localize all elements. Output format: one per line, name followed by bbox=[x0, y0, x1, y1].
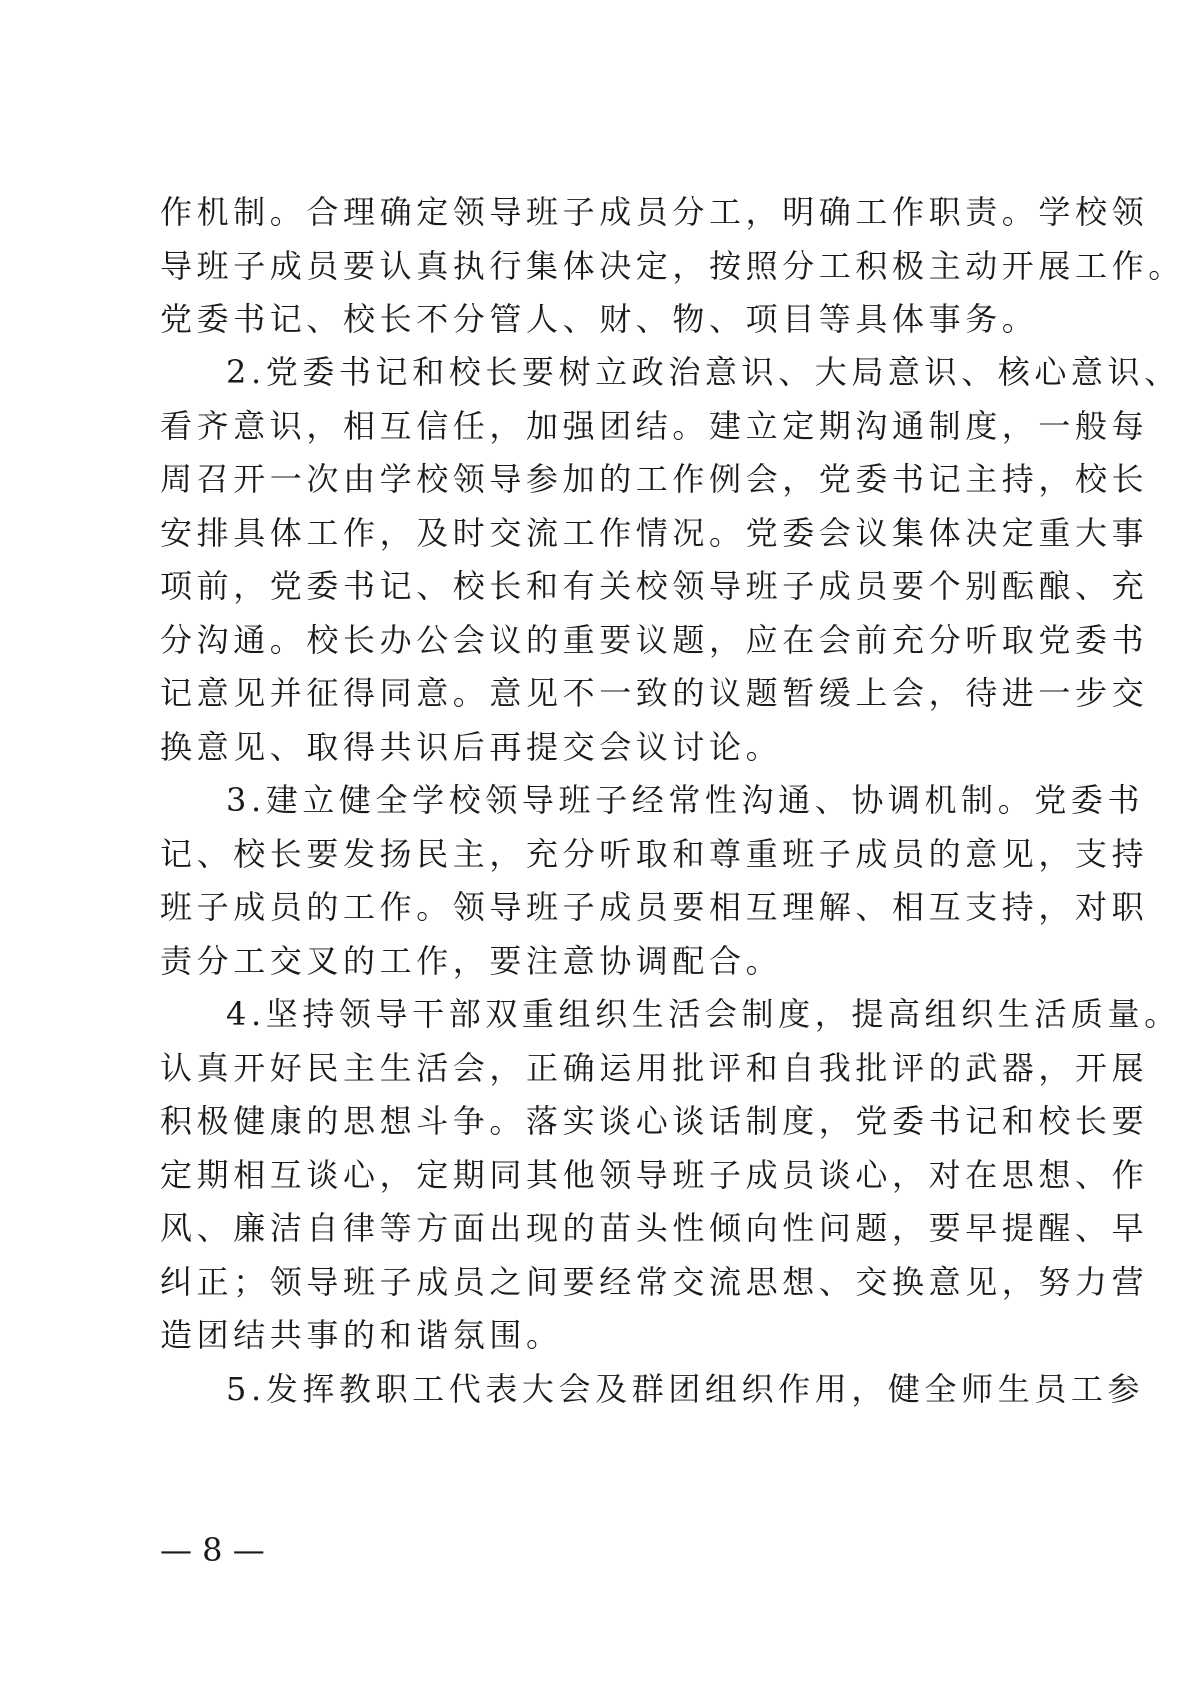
text-line: 导班子成员要认真执行集体决定，按照分工积极主动开展工作。 bbox=[160, 247, 1185, 285]
paragraph-2-start: 2.党委书记和校长要树立政治意识、大局意识、核心意识、 bbox=[226, 353, 1181, 391]
paragraph-3-start: 3.建立健全学校领导班子经常性沟通、协调机制。党委书 bbox=[226, 781, 1145, 819]
text-line: 安排具体工作，及时交流工作情况。党委会议集体决定重大事 bbox=[160, 514, 1149, 552]
text-line: 班子成员的工作。领导班子成员要相互理解、相互支持，对职 bbox=[160, 888, 1149, 926]
text-line: 纠正；领导班子成员之间要经常交流思想、交换意见，努力营 bbox=[160, 1263, 1149, 1301]
text-line: 看齐意识，相互信任，加强团结。建立定期沟通制度，一般每 bbox=[160, 407, 1149, 445]
text-line: 记、校长要发扬民主，充分听取和尊重班子成员的意见，支持 bbox=[160, 835, 1149, 873]
text-line: 周召开一次由学校领导参加的工作例会，党委书记主持，校长 bbox=[160, 460, 1149, 498]
text-line: 项前，党委书记、校长和有关校领导班子成员要个别酝酿、充 bbox=[160, 567, 1149, 605]
text-line: 定期相互谈心，定期同其他领导班子成员谈心，对在思想、作 bbox=[160, 1156, 1149, 1194]
text-line: 作机制。合理确定领导班子成员分工，明确工作职责。学校领 bbox=[160, 193, 1149, 231]
text-line: 风、廉洁自律等方面出现的苗头性倾向性问题，要早提醒、早 bbox=[160, 1209, 1149, 1247]
text-line: 认真开好民主生活会，正确运用批评和自我批评的武器，开展 bbox=[160, 1049, 1149, 1087]
text-line: 换意见、取得共识后再提交会议讨论。 bbox=[160, 728, 783, 766]
page-number: — 8 — bbox=[160, 1531, 265, 1569]
text-line: 造团结共事的和谐氛围。 bbox=[160, 1316, 563, 1354]
text-line: 记意见并征得同意。意见不一致的议题暂缓上会，待进一步交 bbox=[160, 674, 1149, 712]
paragraph-5-start: 5.发挥教职工代表大会及群团组织作用，健全师生员工参 bbox=[226, 1370, 1145, 1408]
paragraph-4-start: 4.坚持领导干部双重组织生活会制度，提高组织生活质量。 bbox=[226, 995, 1181, 1033]
text-line: 党委书记、校长不分管人、财、物、项目等具体事务。 bbox=[160, 300, 1039, 338]
text-line: 积极健康的思想斗争。落实谈心谈话制度，党委书记和校长要 bbox=[160, 1102, 1149, 1140]
text-line: 责分工交叉的工作，要注意协调配合。 bbox=[160, 942, 783, 980]
text-line: 分沟通。校长办公会议的重要议题，应在会前充分听取党委书 bbox=[160, 621, 1149, 659]
